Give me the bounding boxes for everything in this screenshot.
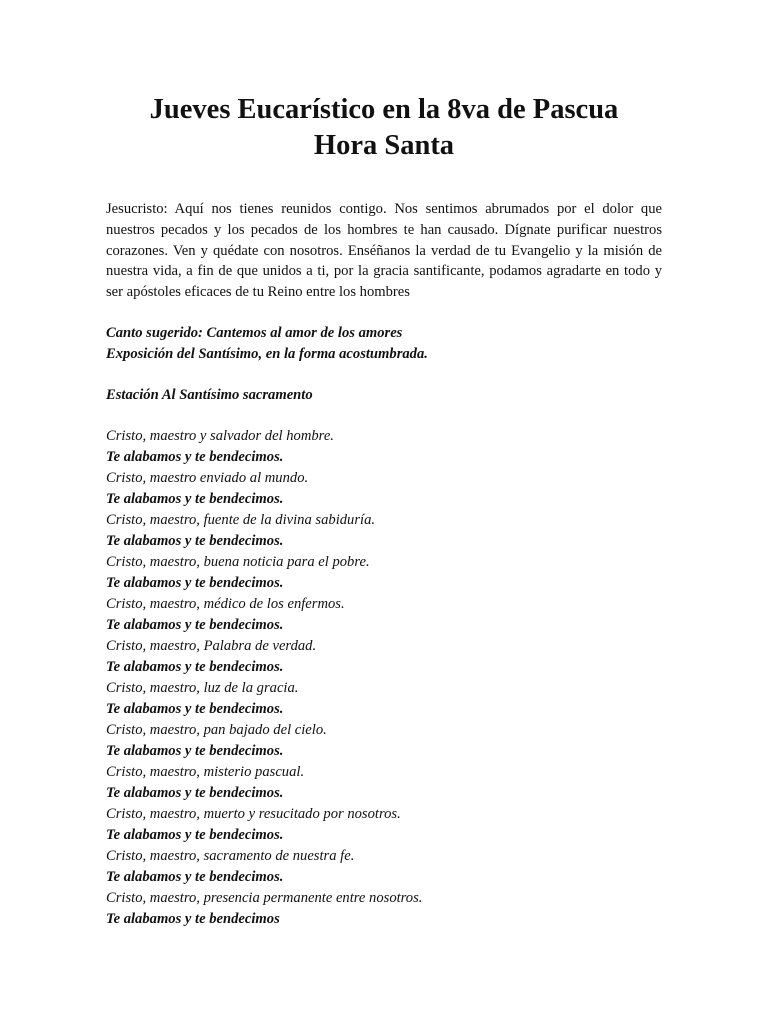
- intro-line: ser apóstoles eficaces de tu Reino entre los hombres: [106, 284, 410, 301]
- exposicion-note: Exposición del Santísimo, en la forma acostumbrada.: [106, 345, 428, 362]
- litany-invocation: Cristo, maestro, sacramento de nuestra fe.: [106, 847, 355, 864]
- litany-invocation: Cristo, maestro enviado al mundo.: [106, 469, 309, 486]
- title-line-2: Hora Santa: [313, 130, 455, 161]
- litany-response: Te alabamos y te bendecimos.: [106, 868, 284, 885]
- litany-invocation: Cristo, maestro, buena noticia para el pobre.: [106, 553, 370, 570]
- station-heading: Estación Al Santísimo sacramento: [106, 386, 313, 403]
- litany-response: Te alabamos y te bendecimos.: [106, 616, 284, 633]
- intro-line: Jesucristo: Aquí nos tienes reunidos contigo. Nos sentimos abrumados por el dolor que: [106, 201, 662, 217]
- litany-invocation: Cristo, maestro, fuente de la divina sabiduría.: [106, 511, 376, 528]
- liturgical-notes: [106, 323, 662, 365]
- litany-invocation: Cristo, maestro, luz de la gracia.: [106, 679, 299, 696]
- title-line-1: Jueves Eucarístico en la 8va de Pascua: [149, 94, 619, 125]
- intro-line: corazones. Ven y quédate con nosotros. Enséñanos la verdad de tu Evangelio y la misión de: [106, 242, 662, 259]
- litany-response: Te alabamos y te bendecimos.: [106, 658, 284, 675]
- litany-invocation: Cristo, maestro, médico de los enfermos.: [106, 595, 345, 612]
- litany-response: Te alabamos y te bendecimos.: [106, 826, 284, 843]
- intro-paragraph: [106, 199, 662, 303]
- litany-invocation: Cristo, maestro y salvador del hombre.: [106, 427, 334, 444]
- intro-line: nuestros pecados y los pecados de los hombres te han causado. Dígnate purificar nuestros: [106, 221, 662, 238]
- litany-response: Te alabamos y te bendecimos.: [106, 742, 284, 759]
- litany-response: Te alabamos y te bendecimos.: [106, 700, 284, 717]
- litany: [106, 426, 662, 930]
- litany-response: Te alabamos y te bendecimos.: [106, 784, 284, 801]
- litany-invocation: Cristo, maestro, pan bajado del cielo.: [106, 721, 327, 738]
- document-title: [106, 92, 662, 164]
- litany-response: Te alabamos y te bendecimos.: [106, 532, 284, 549]
- litany-invocation: Cristo, maestro, muerto y resucitado por nosotros.: [106, 805, 401, 822]
- intro-line: nuestra vida, a fin de que unidos a ti, por la gracia santificante, podamos agradarte en todo y: [106, 263, 662, 280]
- litany-invocation: Cristo, maestro, Palabra de verdad.: [106, 637, 317, 654]
- canto-note: Canto sugerido: Cantemos al amor de los amores: [106, 324, 403, 341]
- litany-response: Te alabamos y te bendecimos.: [106, 574, 284, 591]
- litany-response: Te alabamos y te bendecimos.: [106, 490, 284, 507]
- litany-invocation: Cristo, maestro, misterio pascual.: [106, 763, 305, 780]
- litany-response: Te alabamos y te bendecimos: [106, 910, 280, 927]
- litany-response: Te alabamos y te bendecimos.: [106, 448, 284, 465]
- litany-invocation: Cristo, maestro, presencia permanente entre nosotros.: [106, 889, 423, 906]
